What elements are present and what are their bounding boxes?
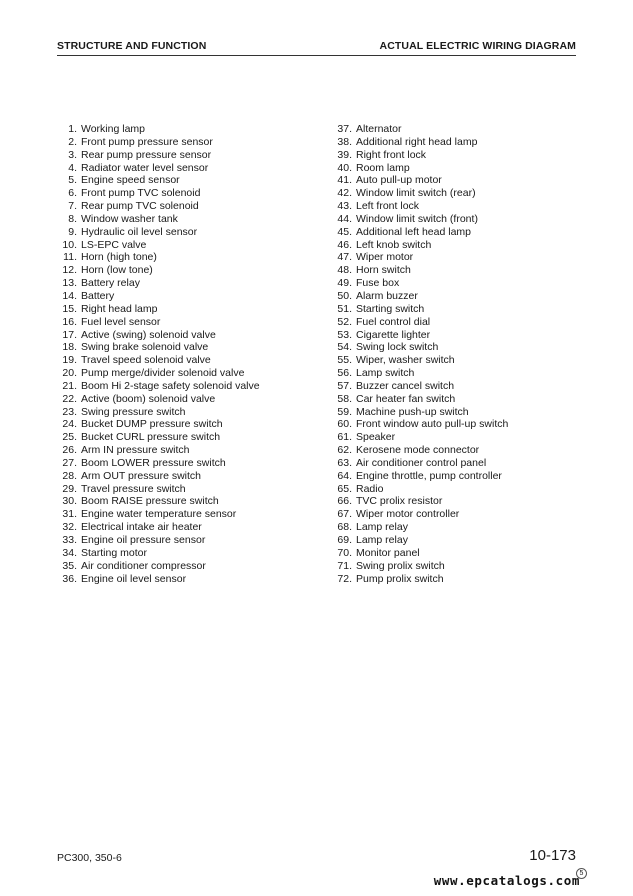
list-item (332, 380, 582, 393)
item-number: 37. (337, 123, 352, 135)
list-item (57, 136, 317, 149)
model-label: PC300, 350-6 (57, 852, 122, 864)
item-label: Front pump TVC solenoid (81, 187, 201, 200)
item-number: 11. (63, 251, 77, 264)
item-number: 65. (337, 482, 352, 495)
list-item (57, 149, 317, 162)
list-item (332, 136, 582, 149)
item-label: Arm IN pressure switch (81, 444, 190, 457)
list-item (332, 470, 582, 483)
list-item (57, 431, 317, 444)
list-item (332, 226, 582, 239)
item-number: 14. (62, 289, 77, 302)
item-label: Machine push-up switch (356, 405, 469, 418)
item-label: Fuel control dial (356, 315, 431, 328)
list-item (332, 547, 582, 560)
list-item (57, 123, 317, 136)
list-item (57, 316, 317, 329)
item-number: 36. (62, 572, 77, 585)
item-number: 45. (337, 225, 352, 238)
list-item (57, 367, 317, 380)
list-item (332, 303, 582, 316)
list-item (332, 251, 582, 264)
watermark: www.epcatalogs.com (433, 873, 580, 888)
item-number: 12. (62, 264, 77, 277)
item-label: Alarm buzzer (356, 289, 418, 302)
item-label: Rear pump TVC solenoid (81, 200, 199, 213)
item-label: Front pump pressure sensor (81, 135, 213, 148)
item-label: Bucket CURL pressure switch (81, 431, 221, 444)
item-number: 40. (337, 161, 352, 174)
list-item (57, 508, 317, 521)
item-label: Air conditioner control panel (356, 456, 487, 469)
item-number: 10. (62, 238, 77, 251)
item-number: 38. (337, 135, 352, 148)
item-number: 17. (62, 328, 77, 341)
item-number: 43. (337, 200, 352, 213)
item-label: Horn (low tone) (81, 264, 153, 277)
item-number: 15. (62, 302, 77, 315)
item-number: 28. (62, 469, 77, 482)
item-number: 60. (337, 418, 352, 431)
list-item (57, 418, 317, 431)
item-label: Auto pull-up motor (356, 174, 442, 187)
item-label: Fuel level sensor (81, 315, 161, 328)
item-label: Speaker (356, 431, 396, 444)
item-number: 50. (337, 289, 352, 302)
item-label: Right front lock (356, 148, 427, 161)
item-number: 71. (337, 559, 352, 572)
item-label: Active (boom) solenoid valve (81, 392, 216, 405)
list-item (57, 200, 317, 213)
item-number: 64. (337, 469, 352, 482)
item-number: 30. (62, 495, 77, 508)
parts-list-right (332, 123, 582, 585)
list-item (332, 508, 582, 521)
list-item (57, 239, 317, 252)
item-number: 23. (62, 405, 77, 418)
list-item (332, 354, 582, 367)
item-number: 1. (68, 123, 77, 135)
item-number: 51. (337, 302, 352, 315)
item-number: 35. (62, 559, 77, 572)
item-label: Boom LOWER pressure switch (81, 456, 226, 469)
item-number: 48. (337, 264, 352, 277)
item-number: 49. (337, 277, 352, 290)
item-label: Starting motor (81, 546, 147, 559)
item-number: 9. (68, 225, 77, 238)
list-item (332, 149, 582, 162)
item-label: Boom Hi 2-stage safety solenoid valve (81, 379, 260, 392)
item-label: Wiper, washer switch (356, 354, 455, 367)
list-item (332, 393, 582, 406)
item-number: 52. (337, 315, 352, 328)
item-number: 19. (62, 354, 77, 367)
item-number: 61. (337, 431, 352, 444)
list-item (57, 329, 317, 342)
item-label: Lamp relay (356, 521, 408, 534)
item-label: Battery (81, 289, 115, 302)
list-item (332, 367, 582, 380)
parts-list-left (57, 123, 317, 585)
list-item (332, 483, 582, 496)
item-number: 24. (62, 418, 77, 431)
list-item (332, 534, 582, 547)
item-label: Window washer tank (81, 212, 178, 225)
item-number: 26. (62, 444, 77, 457)
item-label: Boom RAISE pressure switch (81, 495, 219, 508)
item-number: 68. (337, 521, 352, 534)
list-item (57, 264, 317, 277)
list-item (332, 290, 582, 303)
item-label: Bucket DUMP pressure switch (81, 418, 223, 431)
item-number: 70. (337, 546, 352, 559)
list-item (57, 277, 317, 290)
item-number: 63. (337, 456, 352, 469)
list-item (57, 174, 317, 187)
item-number: 54. (337, 341, 352, 354)
item-number: 62. (337, 444, 352, 457)
item-number: 32. (62, 521, 77, 534)
item-label: Travel pressure switch (81, 482, 186, 495)
item-label: Starting switch (356, 302, 425, 315)
list-item (332, 341, 582, 354)
list-item (332, 457, 582, 470)
list-item (57, 162, 317, 175)
list-item (57, 560, 317, 573)
list-item (57, 573, 317, 586)
item-number: 6. (68, 187, 77, 200)
item-label: Engine water temperature sensor (81, 508, 237, 521)
item-label: LS-EPC valve (81, 238, 147, 251)
item-label: Swing brake solenoid valve (81, 341, 209, 354)
item-label: Hydraulic oil level sensor (81, 225, 198, 238)
item-label: Wiper motor (356, 251, 414, 264)
list-item (332, 123, 582, 136)
list-item (57, 354, 317, 367)
list-item (57, 547, 317, 560)
item-label: Left front lock (356, 200, 420, 213)
list-item (332, 560, 582, 573)
item-number: 39. (337, 148, 352, 161)
list-item (57, 303, 317, 316)
list-item (57, 457, 317, 470)
list-item (332, 444, 582, 457)
item-label: Lamp relay (356, 534, 408, 546)
list-item (332, 277, 582, 290)
list-item (57, 470, 317, 483)
list-item (57, 213, 317, 226)
item-number: 57. (337, 379, 352, 392)
item-number: 55. (337, 354, 352, 367)
item-number: 46. (337, 238, 352, 251)
item-label: Cigarette lighter (356, 328, 431, 341)
item-number: 18. (62, 341, 77, 354)
item-number: 69. (337, 534, 352, 546)
item-label: Front window auto pull-up switch (356, 418, 509, 431)
item-number: 16. (62, 315, 77, 328)
item-label: Engine oil level sensor (81, 572, 187, 585)
page-number: 10-173 (529, 847, 576, 864)
item-label: Engine throttle, pump controller (356, 469, 502, 482)
item-number: 4. (68, 161, 77, 174)
item-number: 7. (68, 200, 77, 213)
item-label: Kerosene mode connector (356, 444, 480, 457)
list-item (57, 380, 317, 393)
item-label: Monitor panel (356, 546, 420, 559)
list-item (57, 251, 317, 264)
item-number: 29. (62, 482, 77, 495)
revision-mark: 5 (576, 868, 587, 879)
item-number: 42. (337, 187, 352, 200)
item-label: Additional right head lamp (356, 135, 478, 148)
item-number: 47. (337, 251, 352, 264)
item-label: Swing pressure switch (81, 405, 186, 418)
list-item (57, 393, 317, 406)
list-item (57, 521, 317, 534)
item-number: 72. (337, 572, 352, 585)
item-label: Engine oil pressure sensor (81, 534, 206, 546)
item-label: Horn (high tone) (81, 251, 157, 264)
section-subtitle: ACTUAL ELECTRIC WIRING DIAGRAM (379, 40, 576, 52)
item-label: Electrical intake air heater (81, 521, 202, 534)
item-label: Pump prolix switch (356, 572, 444, 585)
item-label: Lamp switch (356, 367, 415, 380)
item-number: 5. (68, 174, 77, 187)
list-item (57, 341, 317, 354)
section-title: STRUCTURE AND FUNCTION (57, 40, 207, 52)
item-label: Rear pump pressure sensor (81, 148, 212, 161)
list-item (57, 483, 317, 496)
list-item (332, 406, 582, 419)
item-number: 21. (62, 379, 77, 392)
item-label: Alternator (356, 123, 402, 135)
item-label: Pump merge/divider solenoid valve (81, 367, 245, 380)
list-item (332, 162, 582, 175)
item-label: Room lamp (356, 161, 410, 174)
list-item (332, 316, 582, 329)
item-label: Radio (356, 482, 384, 495)
item-label: Window limit switch (front) (356, 212, 478, 225)
item-number: 8. (68, 212, 77, 225)
list-item (332, 239, 582, 252)
item-label: Right head lamp (81, 302, 158, 315)
item-number: 58. (337, 392, 352, 405)
item-label: Engine speed sensor (81, 174, 180, 187)
list-item (57, 495, 317, 508)
list-item (332, 431, 582, 444)
item-label: Additional left head lamp (356, 225, 471, 238)
list-item (57, 406, 317, 419)
item-number: 3. (68, 148, 77, 161)
item-number: 33. (62, 534, 77, 546)
list-item (57, 444, 317, 457)
item-number: 20. (62, 367, 77, 380)
list-item (57, 187, 317, 200)
list-item (332, 521, 582, 534)
list-item (57, 534, 317, 547)
item-label: Left knob switch (356, 238, 432, 251)
item-label: Air conditioner compressor (81, 559, 206, 572)
list-item (332, 573, 582, 586)
item-number: 27. (62, 456, 77, 469)
item-number: 34. (62, 546, 77, 559)
item-label: Buzzer cancel switch (356, 379, 455, 392)
item-label: Swing lock switch (356, 341, 439, 354)
list-item (332, 213, 582, 226)
item-number: 59. (337, 405, 352, 418)
item-label: Battery relay (81, 277, 140, 290)
item-label: Travel speed solenoid valve (81, 354, 211, 367)
page-header (57, 38, 576, 54)
list-item (332, 495, 582, 508)
item-number: 44. (337, 212, 352, 225)
item-label: Radiator water level sensor (81, 161, 209, 174)
item-number: 2. (68, 135, 77, 148)
item-label: Wiper motor controller (356, 508, 460, 521)
header-divider (57, 55, 576, 56)
list-item (332, 264, 582, 277)
item-number: 66. (337, 495, 352, 508)
item-label: Swing prolix switch (356, 559, 445, 572)
list-item (332, 329, 582, 342)
item-label: TVC prolix resistor (356, 495, 443, 508)
item-label: Car heater fan switch (356, 392, 456, 405)
item-label: Working lamp (81, 123, 145, 135)
item-label: Horn switch (356, 264, 411, 277)
list-item (332, 174, 582, 187)
item-number: 13. (62, 277, 77, 290)
list-item (332, 187, 582, 200)
item-number: 67. (337, 508, 352, 521)
list-item (332, 418, 582, 431)
item-number: 53. (337, 328, 352, 341)
item-number: 22. (62, 392, 77, 405)
item-label: Arm OUT pressure switch (81, 469, 201, 482)
list-item (57, 226, 317, 239)
item-number: 25. (62, 431, 77, 444)
list-item (57, 290, 317, 303)
list-item (332, 200, 582, 213)
item-number: 31. (62, 508, 77, 521)
item-number: 41. (337, 174, 352, 187)
item-number: 56. (337, 367, 352, 380)
item-label: Window limit switch (rear) (356, 187, 476, 200)
item-label: Fuse box (356, 277, 400, 290)
item-label: Active (swing) solenoid valve (81, 328, 216, 341)
